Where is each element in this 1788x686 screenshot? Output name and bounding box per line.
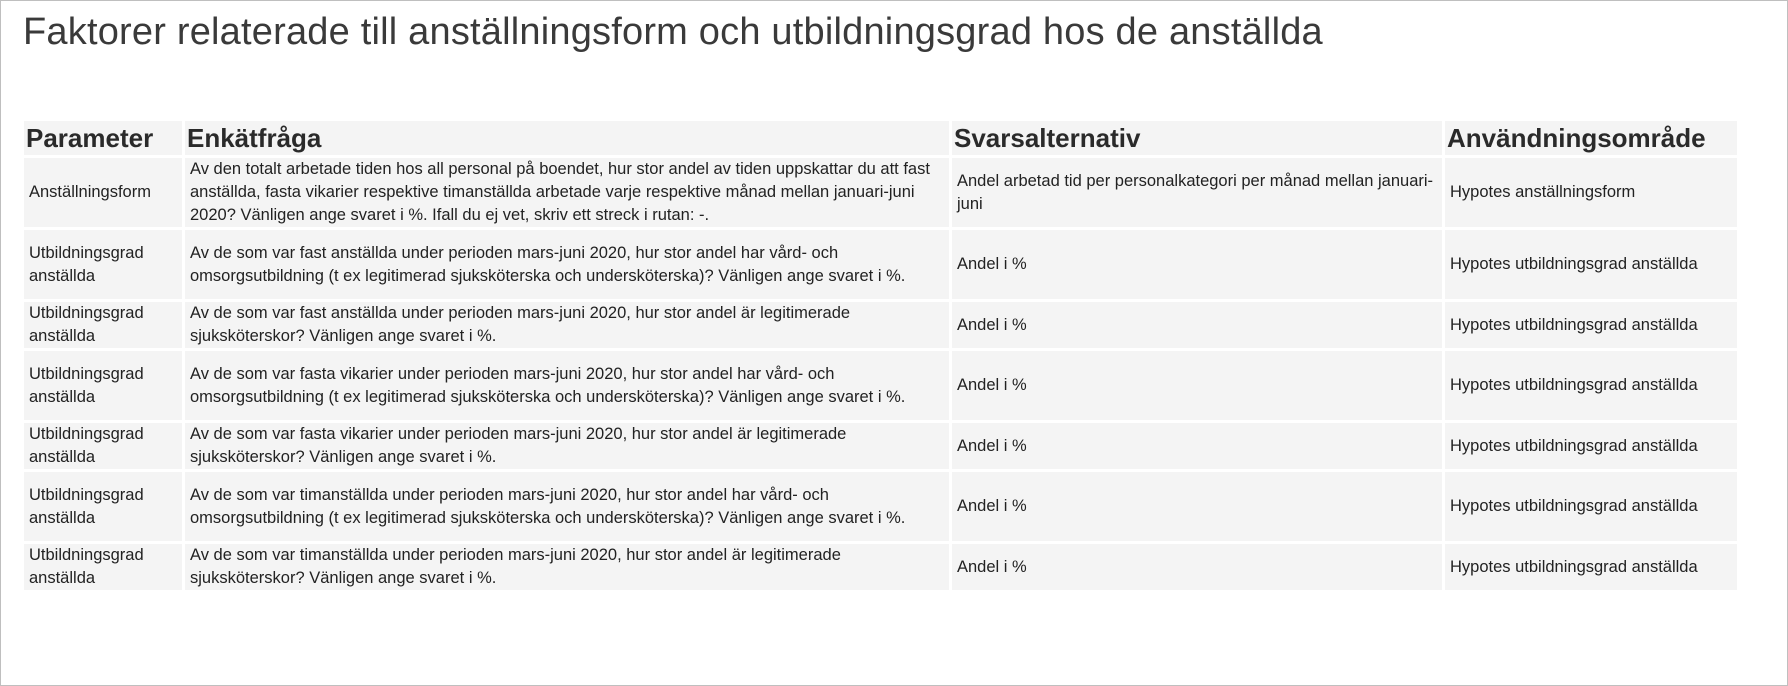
table-row [24,158,1737,227]
answer-cell: Andel i % [952,472,1442,541]
table-header-row [24,121,1737,155]
survey-table [21,118,1740,593]
parameter-cell: Utbildningsgrad anställda [24,351,182,420]
usage-cell: Hypotes utbildningsgrad anställda [1445,302,1737,348]
table-row [24,302,1737,348]
usage-cell: Hypotes utbildningsgrad anställda [1445,230,1737,299]
question-cell: Av de som var fast anställda under perioden mars-juni 2020, hur stor andel har vård- och omsorgsutbildning (t ex legitimerad sjuksköterska och undersköterska)? Vänligen ange svaret i %. [185,230,949,299]
answer-cell: Andel i % [952,230,1442,299]
parameter-cell: Utbildningsgrad anställda [24,230,182,299]
question-cell: Av de som var fasta vikarier under perioden mars-juni 2020, hur stor andel har vård- och omsorgsutbildning (t ex legitimerad sjuksköterska och undersköterska)? Vänligen ange svaret i %. [185,351,949,420]
usage-cell: Hypotes utbildningsgrad anställda [1445,423,1737,469]
usage-cell: Hypotes utbildningsgrad anställda [1445,472,1737,541]
table-row [24,230,1737,299]
answer-cell: Andel i % [952,351,1442,420]
table-row [24,423,1737,469]
parameter-cell: Utbildningsgrad anställda [24,302,182,348]
answer-cell: Andel i % [952,544,1442,590]
question-cell: Av de som var timanställda under perioden mars-juni 2020, hur stor andel är legitimerade sjuksköterskor? Vänligen ange svaret i %. [185,544,949,590]
question-cell: Av de som var fasta vikarier under perioden mars-juni 2020, hur stor andel är legitimerade sjuksköterskor? Vänligen ange svaret i %. [185,423,949,469]
column-header-usage: Användningsområde [1445,121,1737,155]
question-cell: Av den totalt arbetade tiden hos all personal på boendet, hur stor andel av tiden uppskattar du att fast anställda, fasta vikarier respektive timanställda arbetade varje respektive månad mellan januari-juni 2020? Vänligen ange svaret i %. Ifall du ej vet, skriv ett streck i rutan: -. [185,158,949,227]
table-row [24,472,1737,541]
parameter-cell: Anställningsform [24,158,182,227]
parameter-cell: Utbildningsgrad anställda [24,472,182,541]
page-title: Faktorer relaterade till anställningsform och utbildningsgrad hos de anställda [23,11,1323,53]
usage-cell: Hypotes anställningsform [1445,158,1737,227]
column-header-question: Enkätfråga [185,121,949,155]
usage-cell: Hypotes utbildningsgrad anställda [1445,544,1737,590]
parameter-cell: Utbildningsgrad anställda [24,423,182,469]
question-cell: Av de som var fast anställda under perioden mars-juni 2020, hur stor andel är legitimerade sjuksköterskor? Vänligen ange svaret i %. [185,302,949,348]
table-row [24,351,1737,420]
usage-cell: Hypotes utbildningsgrad anställda [1445,351,1737,420]
answer-cell: Andel arbetad tid per personalkategori per månad mellan januari-juni [952,158,1442,227]
answer-cell: Andel i % [952,302,1442,348]
parameter-cell: Utbildningsgrad anställda [24,544,182,590]
column-header-answer: Svarsalternativ [952,121,1442,155]
answer-cell: Andel i % [952,423,1442,469]
table-row [24,544,1737,590]
question-cell: Av de som var timanställda under perioden mars-juni 2020, hur stor andel har vård- och omsorgsutbildning (t ex legitimerad sjuksköterska och undersköterska)? Vänligen ange svaret i %. [185,472,949,541]
column-header-parameter: Parameter [24,121,182,155]
